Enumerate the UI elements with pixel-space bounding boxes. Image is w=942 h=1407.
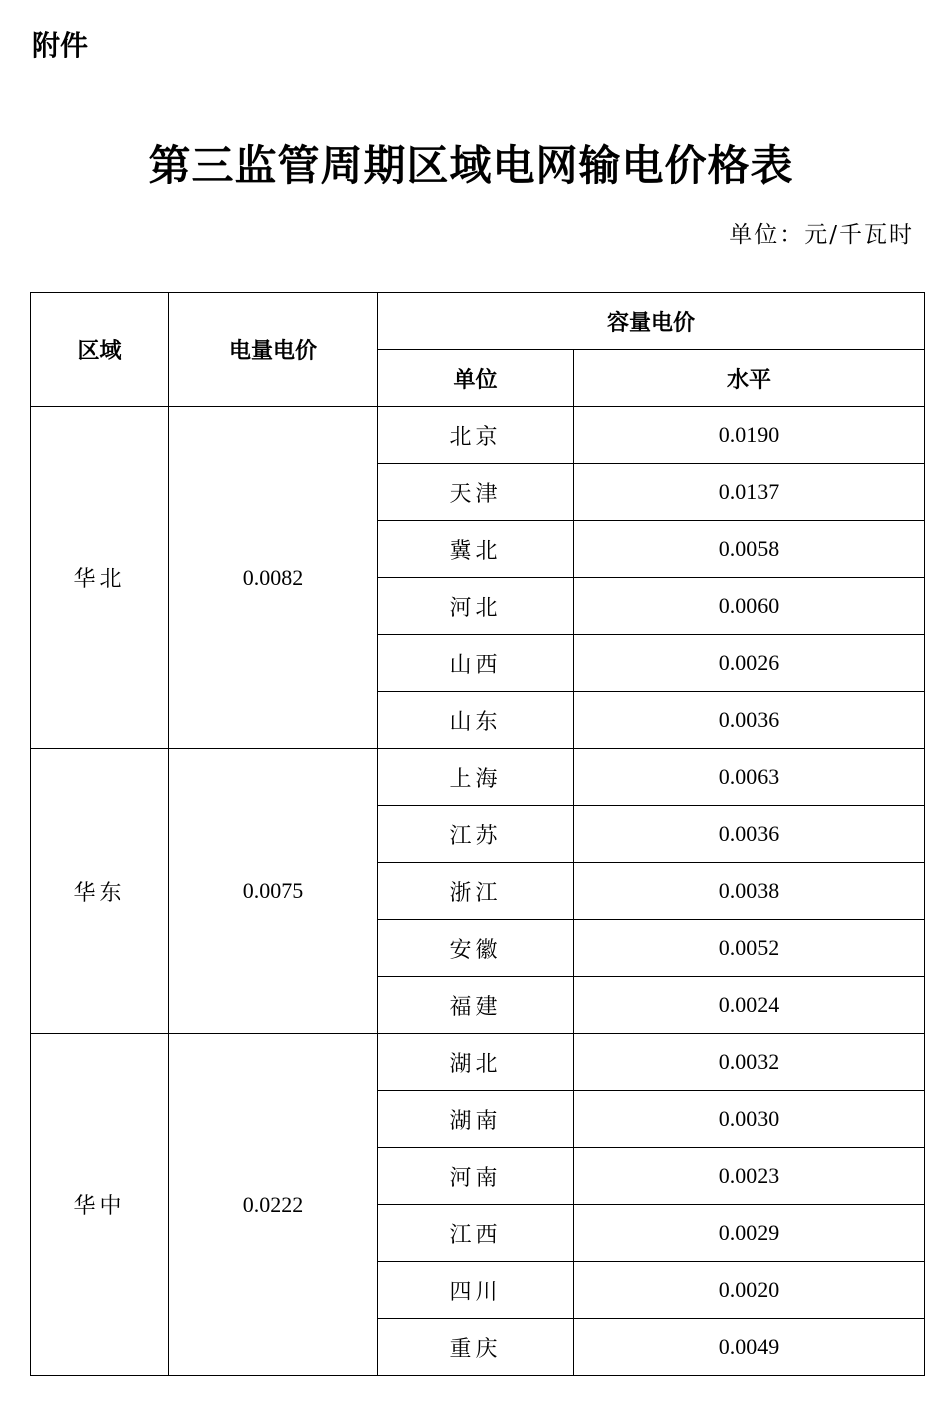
header-energy-price: 电量电价: [169, 293, 378, 407]
energy-price-value: 0.0082: [169, 407, 378, 749]
unit-name: 四川: [378, 1262, 574, 1319]
unit-name: 上海: [378, 749, 574, 806]
header-level: 水平: [574, 350, 925, 407]
table-header: [31, 293, 925, 407]
unit-name: 浙江: [378, 863, 574, 920]
unit-name: 山东: [378, 692, 574, 749]
unit-name: 北京: [378, 407, 574, 464]
unit-name: 河北: [378, 578, 574, 635]
capacity-level-value: 0.0030: [574, 1091, 925, 1148]
unit-name: 山西: [378, 635, 574, 692]
region-name: 华北: [31, 407, 169, 749]
unit-name: 河南: [378, 1148, 574, 1205]
unit-name: 安徽: [378, 920, 574, 977]
unit-note: 单位：元/千瓦时: [729, 222, 914, 248]
table-row: [31, 1034, 925, 1091]
header-capacity-price: 容量电价: [378, 293, 925, 350]
unit-name: 重庆: [378, 1319, 574, 1376]
table-row: [31, 749, 925, 806]
capacity-level-value: 0.0020: [574, 1262, 925, 1319]
capacity-level-value: 0.0052: [574, 920, 925, 977]
unit-name: 湖南: [378, 1091, 574, 1148]
header-region: 区域: [31, 293, 169, 407]
capacity-level-value: 0.0023: [574, 1148, 925, 1205]
unit-name: 天津: [378, 464, 574, 521]
capacity-level-value: 0.0024: [574, 977, 925, 1034]
table-body: [31, 407, 925, 1376]
table-row: [31, 407, 925, 464]
unit-name: 江西: [378, 1205, 574, 1262]
unit-name: 湖北: [378, 1034, 574, 1091]
region-name: 华东: [31, 749, 169, 1034]
capacity-level-value: 0.0049: [574, 1319, 925, 1376]
capacity-level-value: 0.0190: [574, 407, 925, 464]
capacity-level-value: 0.0038: [574, 863, 925, 920]
capacity-level-value: 0.0029: [574, 1205, 925, 1262]
unit-name: 江苏: [378, 806, 574, 863]
capacity-level-value: 0.0032: [574, 1034, 925, 1091]
unit-name: 福建: [378, 977, 574, 1034]
price-table: [30, 292, 925, 1376]
capacity-level-value: 0.0063: [574, 749, 925, 806]
capacity-level-value: 0.0036: [574, 692, 925, 749]
energy-price-value: 0.0075: [169, 749, 378, 1034]
capacity-level-value: 0.0036: [574, 806, 925, 863]
energy-price-value: 0.0222: [169, 1034, 378, 1376]
region-name: 华中: [31, 1034, 169, 1376]
attachment-label: 附件: [32, 29, 89, 62]
unit-name: 冀北: [378, 521, 574, 578]
capacity-level-value: 0.0058: [574, 521, 925, 578]
capacity-level-value: 0.0026: [574, 635, 925, 692]
header-unit: 单位: [378, 350, 574, 407]
capacity-level-value: 0.0060: [574, 578, 925, 635]
page-title: 第三监管周期区域电网输电价格表: [148, 141, 794, 190]
capacity-level-value: 0.0137: [574, 464, 925, 521]
